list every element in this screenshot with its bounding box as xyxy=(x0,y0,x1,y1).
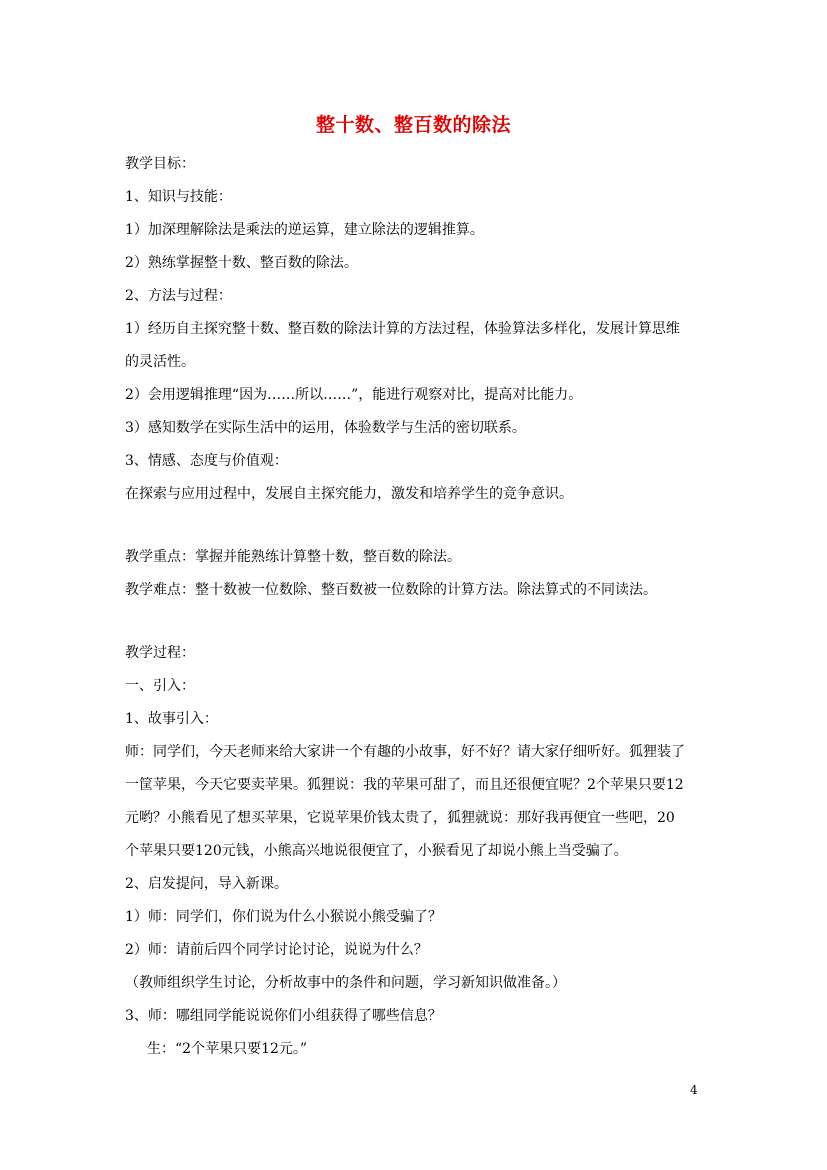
text-line: 元哟？小熊看见了想买苹果，它说苹果价钱太贵了，狐狸就说：那好我再便宜一些吧，20 xyxy=(125,810,675,826)
text-line: 1、故事引入： xyxy=(125,711,218,727)
text-line: 1、知识与技能： xyxy=(125,189,232,205)
page-title: 整十数、整百数的除法 xyxy=(315,114,511,136)
spacer xyxy=(125,511,715,541)
text-line: 2）师：请前后四个同学讨论讨论，说说为什么？ xyxy=(125,942,428,958)
text-line: （教师组织学生讨论，分析故事中的条件和问题，学习新知识做准备。） xyxy=(125,975,566,991)
section-heading-objectives: 教学目标： xyxy=(125,156,195,172)
page-number: 4 xyxy=(690,1083,698,1097)
text-line: 个苹果只要120元钱，小熊高兴地说很便宜了，小猴看见了却说小熊上当受骗了。 xyxy=(125,843,628,859)
text-line: 一筐苹果，今天它要卖苹果。狐狸说：我的苹果可甜了，而且还很便宜呢？2个苹果只要12 xyxy=(125,777,684,793)
document-body xyxy=(125,148,715,1066)
difficulties-line: 教学难点：整十数被一位数除、整百数被一位数除的计算方法。除法算式的不同读法。 xyxy=(125,582,657,598)
text-line: 2）会用逻辑推理“因为……所以……”，能进行观察对比，提高对比能力。 xyxy=(125,387,583,403)
section-heading-process: 教学过程： xyxy=(125,645,195,661)
text-line: 2、方法与过程： xyxy=(125,288,232,304)
text-line: 师：同学们，今天老师来给大家讲一个有趣的小故事，好不好？请大家仔细听好。狐狸装了 xyxy=(125,744,685,760)
text-line: 2）熟练掌握整十数、整百数的除法。 xyxy=(125,255,358,271)
text-line: 3、情感、态度与价值观： xyxy=(125,453,288,469)
text-line: 生：“2个苹果只要12元。” xyxy=(147,1041,308,1057)
text-line: 1）加深理解除法是乘法的逆运算，建立除法的逻辑推算。 xyxy=(125,222,484,238)
text-line: 一、引入： xyxy=(125,678,195,694)
spacer xyxy=(125,607,715,637)
text-line: 2、启发提问，导入新课。 xyxy=(125,876,288,892)
text-line: 1）师：同学们，你们说为什么小猴说小熊受骗了？ xyxy=(125,909,442,925)
text-line: 3、师：哪组同学能说说你们小组获得了哪些信息？ xyxy=(125,1008,442,1024)
key-points-line: 教学重点：掌握并能熟练计算整十数，整百数的除法。 xyxy=(125,549,461,565)
text-line: 3）感知数学在实际生活中的运用，体验数学与生活的密切联系。 xyxy=(125,420,526,436)
text-line: 1）经历自主探究整十数、整百数的除法计算的方法过程，体验算法多样化，发展计算思维 xyxy=(125,321,680,337)
text-line: 在探索与应用过程中，发展自主探究能力，激发和培养学生的竞争意识。 xyxy=(125,486,573,502)
text-line: 的灵活性。 xyxy=(125,354,195,370)
